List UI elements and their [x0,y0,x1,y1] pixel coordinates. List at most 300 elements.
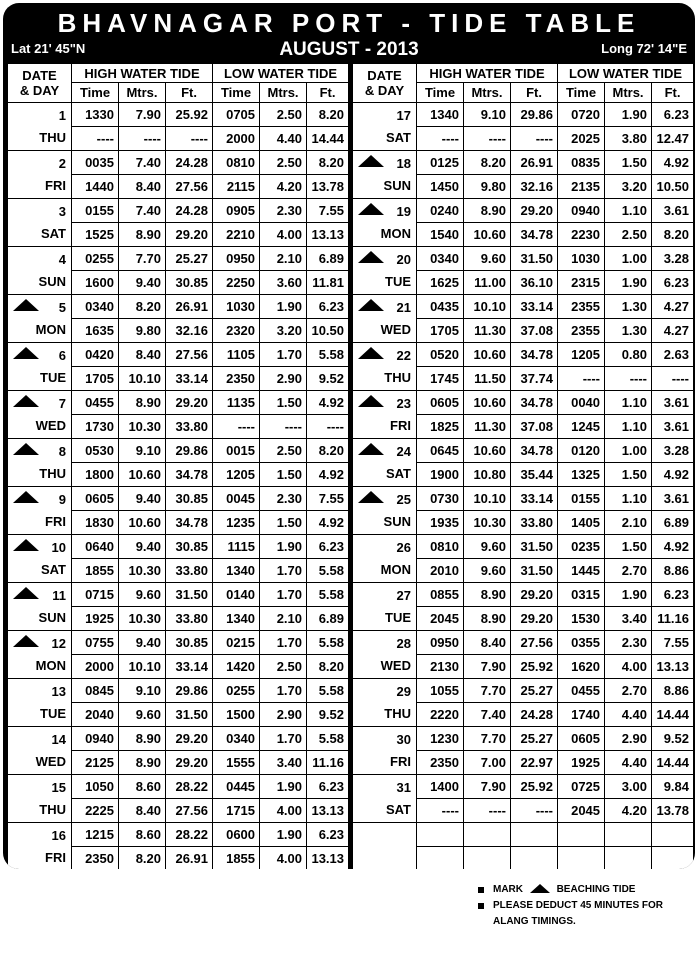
high-ft-cell: 36.10 [511,271,558,295]
low-time-cell: 2045 [558,799,605,823]
low-mtrs-cell: 2.50 [260,103,307,127]
low-time-cell: 1325 [558,463,605,487]
low-ft-cell: 9.52 [652,727,694,751]
low-time-cell: 1340 [213,559,260,583]
empty-cell [511,847,558,870]
high-ft-cell: 27.56 [166,343,213,367]
high-mtrs-cell: 10.60 [464,439,511,463]
low-time-cell: 1620 [558,655,605,679]
high-ft-cell: ---- [166,127,213,151]
table-row [8,775,349,799]
high-ft-cell: ---- [511,127,558,151]
low-ft-cell: 9.52 [307,367,349,391]
high-ft-cell: 25.92 [166,103,213,127]
low-mtrs-cell: 1.50 [605,535,652,559]
beaching-tide-icon [358,251,384,263]
low-time-cell: 1115 [213,535,260,559]
low-mtrs-cell: 1.10 [605,391,652,415]
high-time-cell: 2220 [417,703,464,727]
column-header-time: Time [417,83,464,103]
high-mtrs-cell: 8.40 [119,175,166,199]
day-name: SUN [383,513,411,529]
day-name: THU [39,465,66,481]
day-name: THU [384,369,411,385]
column-header-time: Time [72,83,119,103]
high-ft-cell: 37.08 [511,415,558,439]
low-ft-cell: 6.23 [307,535,349,559]
high-mtrs-cell: 9.60 [464,247,511,271]
high-ft-cell: 31.50 [166,583,213,607]
low-time-cell: 1500 [213,703,260,727]
low-mtrs-cell: 1.70 [260,343,307,367]
date-number: 24 [396,443,411,459]
latitude-label: Lat 21' 45"N [11,41,86,56]
high-ft-cell: 32.16 [511,175,558,199]
low-ft-cell: 6.23 [652,103,694,127]
date-cell [8,631,72,679]
high-mtrs-cell: 9.80 [464,175,511,199]
high-ft-cell: 25.27 [166,247,213,271]
high-mtrs-cell: 11.50 [464,367,511,391]
date-cell [353,535,417,583]
date-cell [8,343,72,391]
low-time-cell: 2135 [558,175,605,199]
table-row [353,151,694,175]
table-row [8,439,349,463]
high-ft-cell: 33.14 [166,655,213,679]
low-mtrs-cell: 4.00 [605,655,652,679]
high-time-cell: 2350 [72,847,119,870]
table-row [8,727,349,751]
low-ft-cell: ---- [307,415,349,439]
table-row [353,391,694,415]
high-mtrs-cell: 8.60 [119,775,166,799]
high-ft-cell: 33.80 [166,559,213,583]
low-mtrs-cell: 2.90 [260,703,307,727]
low-ft-cell: 4.27 [652,319,694,343]
beaching-tide-icon [13,539,39,551]
high-ft-cell: 31.50 [511,559,558,583]
high-time-cell: 0125 [417,151,464,175]
low-ft-cell: 7.55 [652,631,694,655]
high-mtrs-cell: 10.10 [119,655,166,679]
low-ft-cell: 6.23 [652,271,694,295]
high-ft-cell: 34.78 [166,463,213,487]
date-cell [353,487,417,535]
low-ft-cell: 8.20 [307,439,349,463]
high-mtrs-cell: 8.20 [119,295,166,319]
high-mtrs-cell: 8.90 [119,223,166,247]
date-number: 10 [51,539,66,555]
low-ft-cell: 13.78 [652,799,694,823]
date-cell [353,199,417,247]
high-time-cell: 0435 [417,295,464,319]
high-time-cell: 1400 [417,775,464,799]
date-cell [353,295,417,343]
low-time-cell: 1555 [213,751,260,775]
low-time-cell: 1205 [213,463,260,487]
column-header-ft: Ft. [652,83,694,103]
high-ft-cell: 29.20 [166,751,213,775]
high-time-cell: ---- [417,127,464,151]
date-number: 31 [396,779,411,795]
date-number: 29 [396,683,411,699]
date-cell [8,727,72,775]
high-time-cell: 1330 [72,103,119,127]
date-number: 1 [58,107,66,123]
low-mtrs-cell: 1.90 [605,583,652,607]
beaching-tide-icon [358,203,384,215]
day-name: MON [380,225,411,241]
day-name: THU [39,801,66,817]
high-mtrs-cell: 7.40 [119,151,166,175]
table-row [353,631,694,655]
low-ft-cell: 13.13 [307,799,349,823]
empty-cell [417,847,464,870]
high-ft-cell: 29.20 [511,583,558,607]
high-time-cell: ---- [72,127,119,151]
high-ft-cell: 25.92 [511,775,558,799]
high-mtrs-cell: 9.40 [119,535,166,559]
high-time-cell: ---- [417,799,464,823]
day-name: SUN [383,177,411,193]
low-time-cell: 1855 [213,847,260,870]
legend-note: PLEASE DEDUCT 45 MINUTES FOR ALANG TIMINGS. [478,898,700,930]
high-time-cell: 2125 [72,751,119,775]
high-ft-cell: 33.14 [166,367,213,391]
low-ft-cell: 3.61 [652,487,694,511]
low-mtrs-cell: 4.20 [605,799,652,823]
date-cell [353,823,417,870]
high-mtrs-cell: 10.30 [119,607,166,631]
low-time-cell: 2230 [558,223,605,247]
high-time-cell: 0520 [417,343,464,367]
high-time-cell: 0340 [417,247,464,271]
low-time-cell: 0810 [213,151,260,175]
high-mtrs-cell: 10.60 [119,511,166,535]
table-row [353,775,694,799]
low-time-cell: 2355 [558,295,605,319]
high-ft-cell: 28.22 [166,823,213,847]
low-ft-cell: 2.63 [652,343,694,367]
high-mtrs-cell: 9.60 [119,703,166,727]
low-mtrs-cell: 1.00 [605,247,652,271]
low-ft-cell: 10.50 [307,319,349,343]
high-mtrs-cell: 10.60 [464,343,511,367]
low-mtrs-cell: 4.40 [605,751,652,775]
low-ft-cell: 4.27 [652,295,694,319]
high-ft-cell: 35.44 [511,463,558,487]
low-mtrs-cell: 2.30 [260,487,307,511]
low-mtrs-cell: 4.40 [605,703,652,727]
low-water-header: LOW WATER TIDE [213,64,349,83]
high-mtrs-cell: 10.60 [464,223,511,247]
high-mtrs-cell: 7.40 [119,199,166,223]
low-ft-cell: 6.23 [307,295,349,319]
high-time-cell: 0605 [417,391,464,415]
low-time-cell: 1030 [558,247,605,271]
high-ft-cell: 29.86 [166,439,213,463]
low-ft-cell: 6.23 [307,775,349,799]
low-time-cell: 1245 [558,415,605,439]
high-ft-cell: 26.91 [166,847,213,870]
low-time-cell: 0950 [213,247,260,271]
table-row [8,487,349,511]
date-cell [8,487,72,535]
low-ft-cell: 7.55 [307,199,349,223]
low-ft-cell: 11.16 [652,607,694,631]
low-mtrs-cell: 2.50 [605,223,652,247]
high-ft-cell: 29.86 [166,679,213,703]
high-mtrs-cell: 7.70 [119,247,166,271]
column-header-mtrs: Mtrs. [119,83,166,103]
bullet-icon [478,903,484,909]
high-mtrs-cell: 7.70 [464,679,511,703]
high-ft-cell: 30.85 [166,535,213,559]
low-ft-cell: 3.61 [652,199,694,223]
low-time-cell: 0905 [213,199,260,223]
low-time-cell: 0040 [558,391,605,415]
table-row [353,487,694,511]
high-time-cell: 1525 [72,223,119,247]
day-name: SAT [385,801,411,817]
high-mtrs-cell: 8.90 [464,583,511,607]
column-header-ft: Ft. [511,83,558,103]
low-ft-cell: 8.20 [307,103,349,127]
high-mtrs-cell: 8.40 [119,343,166,367]
day-name: WED [35,417,66,433]
date-number: 12 [51,635,66,651]
low-ft-cell: 8.86 [652,679,694,703]
beaching-tide-icon [358,491,384,503]
date-cell [353,631,417,679]
low-ft-cell: 5.58 [307,343,349,367]
high-ft-cell: 31.50 [511,247,558,271]
low-time-cell: 2320 [213,319,260,343]
low-mtrs-cell: 2.50 [260,655,307,679]
high-ft-cell: 34.78 [511,391,558,415]
low-mtrs-cell: 1.50 [605,151,652,175]
low-time-cell: 2210 [213,223,260,247]
high-mtrs-cell: 10.10 [119,367,166,391]
low-time-cell: 0605 [558,727,605,751]
low-time-cell: 0045 [213,487,260,511]
low-time-cell: 2350 [213,367,260,391]
low-time-cell: 1030 [213,295,260,319]
low-mtrs-cell: 0.80 [605,343,652,367]
low-mtrs-cell: 3.80 [605,127,652,151]
low-ft-cell: 13.78 [307,175,349,199]
empty-cell [652,823,694,847]
low-ft-cell: 3.28 [652,247,694,271]
high-mtrs-cell: 8.40 [119,799,166,823]
low-ft-cell: ---- [652,367,694,391]
date-number: 9 [58,491,66,507]
day-name: SUN [38,609,66,625]
high-time-cell: 1540 [417,223,464,247]
date-number: 26 [396,539,411,555]
low-ft-cell: 4.92 [307,511,349,535]
date-number: 7 [58,395,66,411]
high-ft-cell: 34.78 [166,511,213,535]
empty-cell [558,823,605,847]
low-ft-cell: 5.58 [307,559,349,583]
high-time-cell: 2225 [72,799,119,823]
high-ft-cell: 30.85 [166,271,213,295]
low-ft-cell: 5.58 [307,631,349,655]
table-row [8,391,349,415]
low-ft-cell: 14.44 [652,703,694,727]
low-ft-cell: 4.92 [652,151,694,175]
low-mtrs-cell: ---- [605,367,652,391]
low-ft-cell: 3.61 [652,415,694,439]
month-subtitle: AUGUST - 2013 [279,39,419,60]
high-time-cell: 1745 [417,367,464,391]
high-ft-cell: 34.78 [511,439,558,463]
day-name: WED [380,321,411,337]
high-time-cell: 1830 [72,511,119,535]
date-cell [353,727,417,775]
high-time-cell: 1230 [417,727,464,751]
high-mtrs-cell: 8.20 [119,847,166,870]
high-time-cell: 0605 [72,487,119,511]
high-time-cell: 2040 [72,703,119,727]
low-mtrs-cell: 1.50 [605,463,652,487]
high-time-cell: 1055 [417,679,464,703]
low-time-cell: 1135 [213,391,260,415]
high-time-cell: 1825 [417,415,464,439]
low-time-cell: 1235 [213,511,260,535]
date-number: 2 [58,155,66,171]
column-header-time: Time [558,83,605,103]
high-ft-cell: 37.74 [511,367,558,391]
high-ft-cell: 25.27 [511,679,558,703]
low-mtrs-cell: 1.10 [605,487,652,511]
beaching-tide-icon [358,155,384,167]
high-mtrs-cell: 7.40 [464,703,511,727]
day-name: THU [39,129,66,145]
low-mtrs-cell: 1.50 [260,463,307,487]
high-ft-cell: 29.20 [166,391,213,415]
longitude-label: Long 72' 14"E [601,41,687,56]
low-mtrs-cell: 2.70 [605,559,652,583]
low-mtrs-cell: 1.90 [260,775,307,799]
low-mtrs-cell: 2.10 [605,511,652,535]
low-mtrs-cell: 3.40 [605,607,652,631]
empty-cell [464,823,511,847]
low-mtrs-cell: 2.30 [260,199,307,223]
low-mtrs-cell: 4.00 [260,799,307,823]
low-ft-cell: 8.20 [307,151,349,175]
date-cell [8,103,72,151]
high-mtrs-cell: 10.30 [119,415,166,439]
high-mtrs-cell: 10.80 [464,463,511,487]
high-time-cell: 0420 [72,343,119,367]
high-time-cell: 2130 [417,655,464,679]
high-mtrs-cell: 9.80 [119,319,166,343]
low-ft-cell: 13.13 [307,223,349,247]
low-time-cell: 2315 [558,271,605,295]
date-number: 30 [396,731,411,747]
day-name: FRI [45,849,66,865]
low-mtrs-cell: 2.70 [605,679,652,703]
high-time-cell: 0950 [417,631,464,655]
low-ft-cell: 4.92 [652,535,694,559]
high-mtrs-cell: 9.10 [119,439,166,463]
high-mtrs-cell: 8.60 [119,823,166,847]
table-row [353,679,694,703]
column-header-time: Time [213,83,260,103]
date-cell [8,823,72,870]
table-row [353,247,694,271]
table-row [8,679,349,703]
high-ft-cell: 25.27 [511,727,558,751]
low-ft-cell: 8.86 [652,559,694,583]
high-time-cell: 1450 [417,175,464,199]
beaching-tide-icon [358,347,384,359]
table-row [8,295,349,319]
low-time-cell: 0140 [213,583,260,607]
date-cell [8,583,72,631]
high-ft-cell: 27.56 [166,799,213,823]
low-ft-cell: 6.23 [652,583,694,607]
low-time-cell: 0120 [558,439,605,463]
high-mtrs-cell: 9.40 [119,631,166,655]
date-cell [353,151,417,199]
high-mtrs-cell: 10.30 [464,511,511,535]
low-mtrs-cell: 1.00 [605,439,652,463]
table-row [8,823,349,847]
high-water-header: HIGH WATER TIDE [72,64,213,83]
low-time-cell: 0940 [558,199,605,223]
date-number: 8 [58,443,66,459]
high-time-cell: 0255 [72,247,119,271]
low-time-cell: 1445 [558,559,605,583]
legend-mark: MARK BEACHING TIDE [478,882,700,898]
day-name: FRI [390,417,411,433]
table-row [353,199,694,223]
day-name: WED [35,753,66,769]
table-row [353,343,694,367]
high-ft-cell: 37.08 [511,319,558,343]
high-ft-cell: 29.20 [166,223,213,247]
low-mtrs-cell: 1.70 [260,727,307,751]
date-number: 27 [396,587,411,603]
low-ft-cell: 10.50 [652,175,694,199]
table-row [8,103,349,127]
low-time-cell: 0600 [213,823,260,847]
date-day-header: DATE & DAY [353,64,417,103]
low-mtrs-cell: 3.20 [260,319,307,343]
legend [478,882,700,930]
low-mtrs-cell: 1.50 [260,391,307,415]
high-ft-cell: 27.56 [511,631,558,655]
high-mtrs-cell: 9.40 [119,487,166,511]
date-number: 17 [396,107,411,123]
date-number: 13 [51,683,66,699]
low-time-cell: 0015 [213,439,260,463]
low-ft-cell: 4.92 [307,391,349,415]
low-mtrs-cell: 1.70 [260,631,307,655]
low-mtrs-cell: 4.00 [260,223,307,247]
table-row [353,727,694,751]
low-ft-cell: 8.20 [652,223,694,247]
date-number: 20 [396,251,411,267]
day-name: TUE [40,705,66,721]
high-mtrs-cell: 10.10 [464,487,511,511]
high-time-cell: 1925 [72,607,119,631]
date-cell [8,391,72,439]
